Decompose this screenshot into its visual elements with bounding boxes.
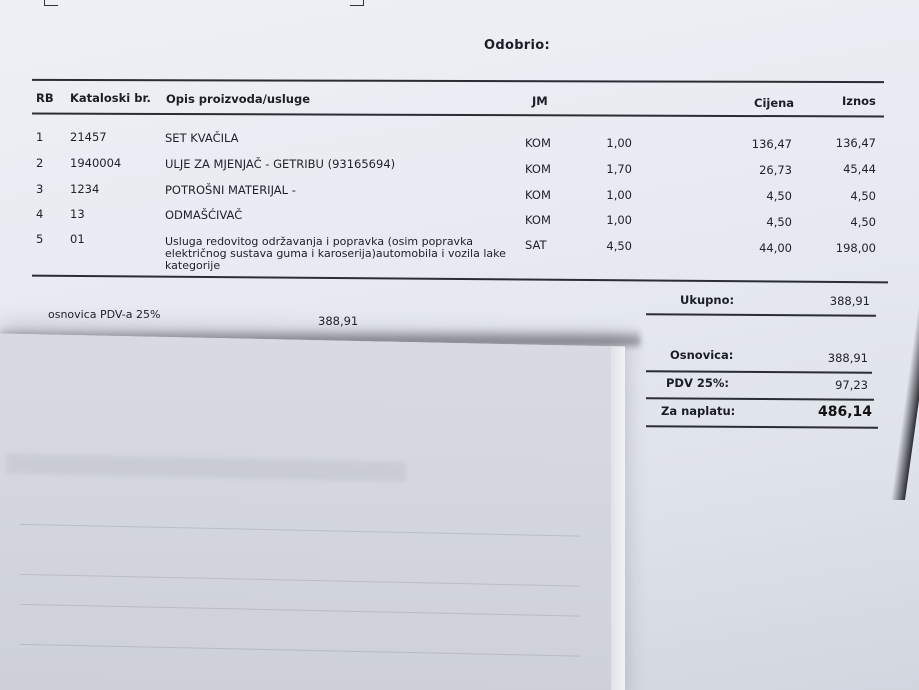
corner-mark-right — [350, 0, 364, 6]
pdv-rule — [646, 397, 874, 400]
row-catalog: 1234 — [70, 182, 100, 196]
row-unit: SAT — [525, 238, 547, 252]
row-rb: 5 — [36, 232, 44, 246]
pdv-label: PDV 25%: — [666, 376, 730, 390]
row-description: ODMAŠĆIVAČ — [165, 208, 243, 222]
row-qty: 1,00 — [606, 213, 632, 227]
sheet-edge — [611, 346, 625, 690]
faded-line — [20, 604, 580, 617]
header-price: Cijena — [754, 96, 795, 110]
row-qty: 1,70 — [606, 162, 632, 176]
row-catalog: 01 — [70, 232, 85, 246]
table-top-rule — [32, 79, 884, 83]
row-rb: 1 — [36, 130, 44, 144]
header-rb: RB — [36, 91, 54, 105]
faded-heading — [6, 454, 406, 482]
za-naplatu-rule — [646, 425, 878, 429]
faded-line — [20, 574, 580, 587]
row-qty: 1,00 — [606, 188, 632, 202]
row-price: 4,50 — [766, 189, 792, 203]
row-unit: KOM — [525, 136, 551, 150]
row-amount: 4,50 — [850, 215, 876, 229]
row-price: 44,00 — [759, 241, 792, 255]
row-rb: 2 — [36, 156, 44, 170]
row-catalog: 1940004 — [70, 156, 122, 170]
row-description: POTROŠNI MATERIJAL - — [165, 183, 296, 197]
row-qty: 1,00 — [606, 136, 632, 150]
ukupno-rule — [646, 313, 876, 316]
row-amount: 45,44 — [843, 162, 876, 176]
header-unit: JM — [532, 94, 548, 108]
row-unit: KOM — [525, 162, 551, 176]
vat-base-value: 388,91 — [318, 314, 359, 328]
row-qty: 4,50 — [606, 239, 632, 253]
osnovica-label: Osnovica: — [670, 348, 734, 362]
row-price: 26,73 — [759, 163, 792, 177]
za-naplatu-label: Za naplatu: — [661, 404, 736, 418]
row-price: 136,47 — [751, 137, 792, 151]
row-catalog: 13 — [70, 207, 85, 221]
row-unit: KOM — [525, 188, 551, 202]
header-amount: Iznos — [842, 94, 876, 108]
pdv-value: 97,23 — [835, 378, 868, 392]
za-naplatu-value: 486,14 — [817, 404, 872, 420]
row-unit: KOM — [525, 213, 551, 227]
row-amount: 198,00 — [835, 241, 876, 255]
ukupno-label: Ukupno: — [680, 293, 735, 307]
row-description: ULJE ZA MJENJAČ - GETRIBU (93165694) — [165, 157, 396, 171]
row-rb: 4 — [36, 207, 44, 221]
header-description: Opis proizvoda/usluge — [166, 92, 311, 106]
row-rb: 3 — [36, 182, 44, 196]
table-header-rule — [32, 113, 884, 118]
overlapping-sheet — [0, 333, 625, 690]
corner-mark-left — [44, 0, 58, 6]
row-amount: 4,50 — [850, 189, 876, 203]
vat-base-label: osnovica PDV-a 25% — [48, 308, 161, 321]
row-price: 4,50 — [766, 215, 792, 229]
faded-line — [20, 644, 580, 657]
header-catalog: Kataloski br. — [70, 91, 151, 105]
ukupno-value: 388,91 — [829, 294, 870, 308]
faded-line — [20, 524, 580, 537]
osnovica-value: 388,91 — [827, 351, 868, 365]
row-catalog: 21457 — [70, 130, 107, 144]
osnovica-rule — [646, 370, 872, 373]
table-bottom-rule — [32, 275, 888, 284]
row-description: Usluga redovitog održavanja i popravka (osim popravka električnog sustava guma i karoserija)automobila i vozila lake kategorije — [165, 235, 506, 272]
row-description: SET KVAČILA — [165, 131, 239, 145]
row-amount: 136,47 — [835, 136, 876, 150]
approval-label: Odobrio: — [484, 38, 550, 53]
